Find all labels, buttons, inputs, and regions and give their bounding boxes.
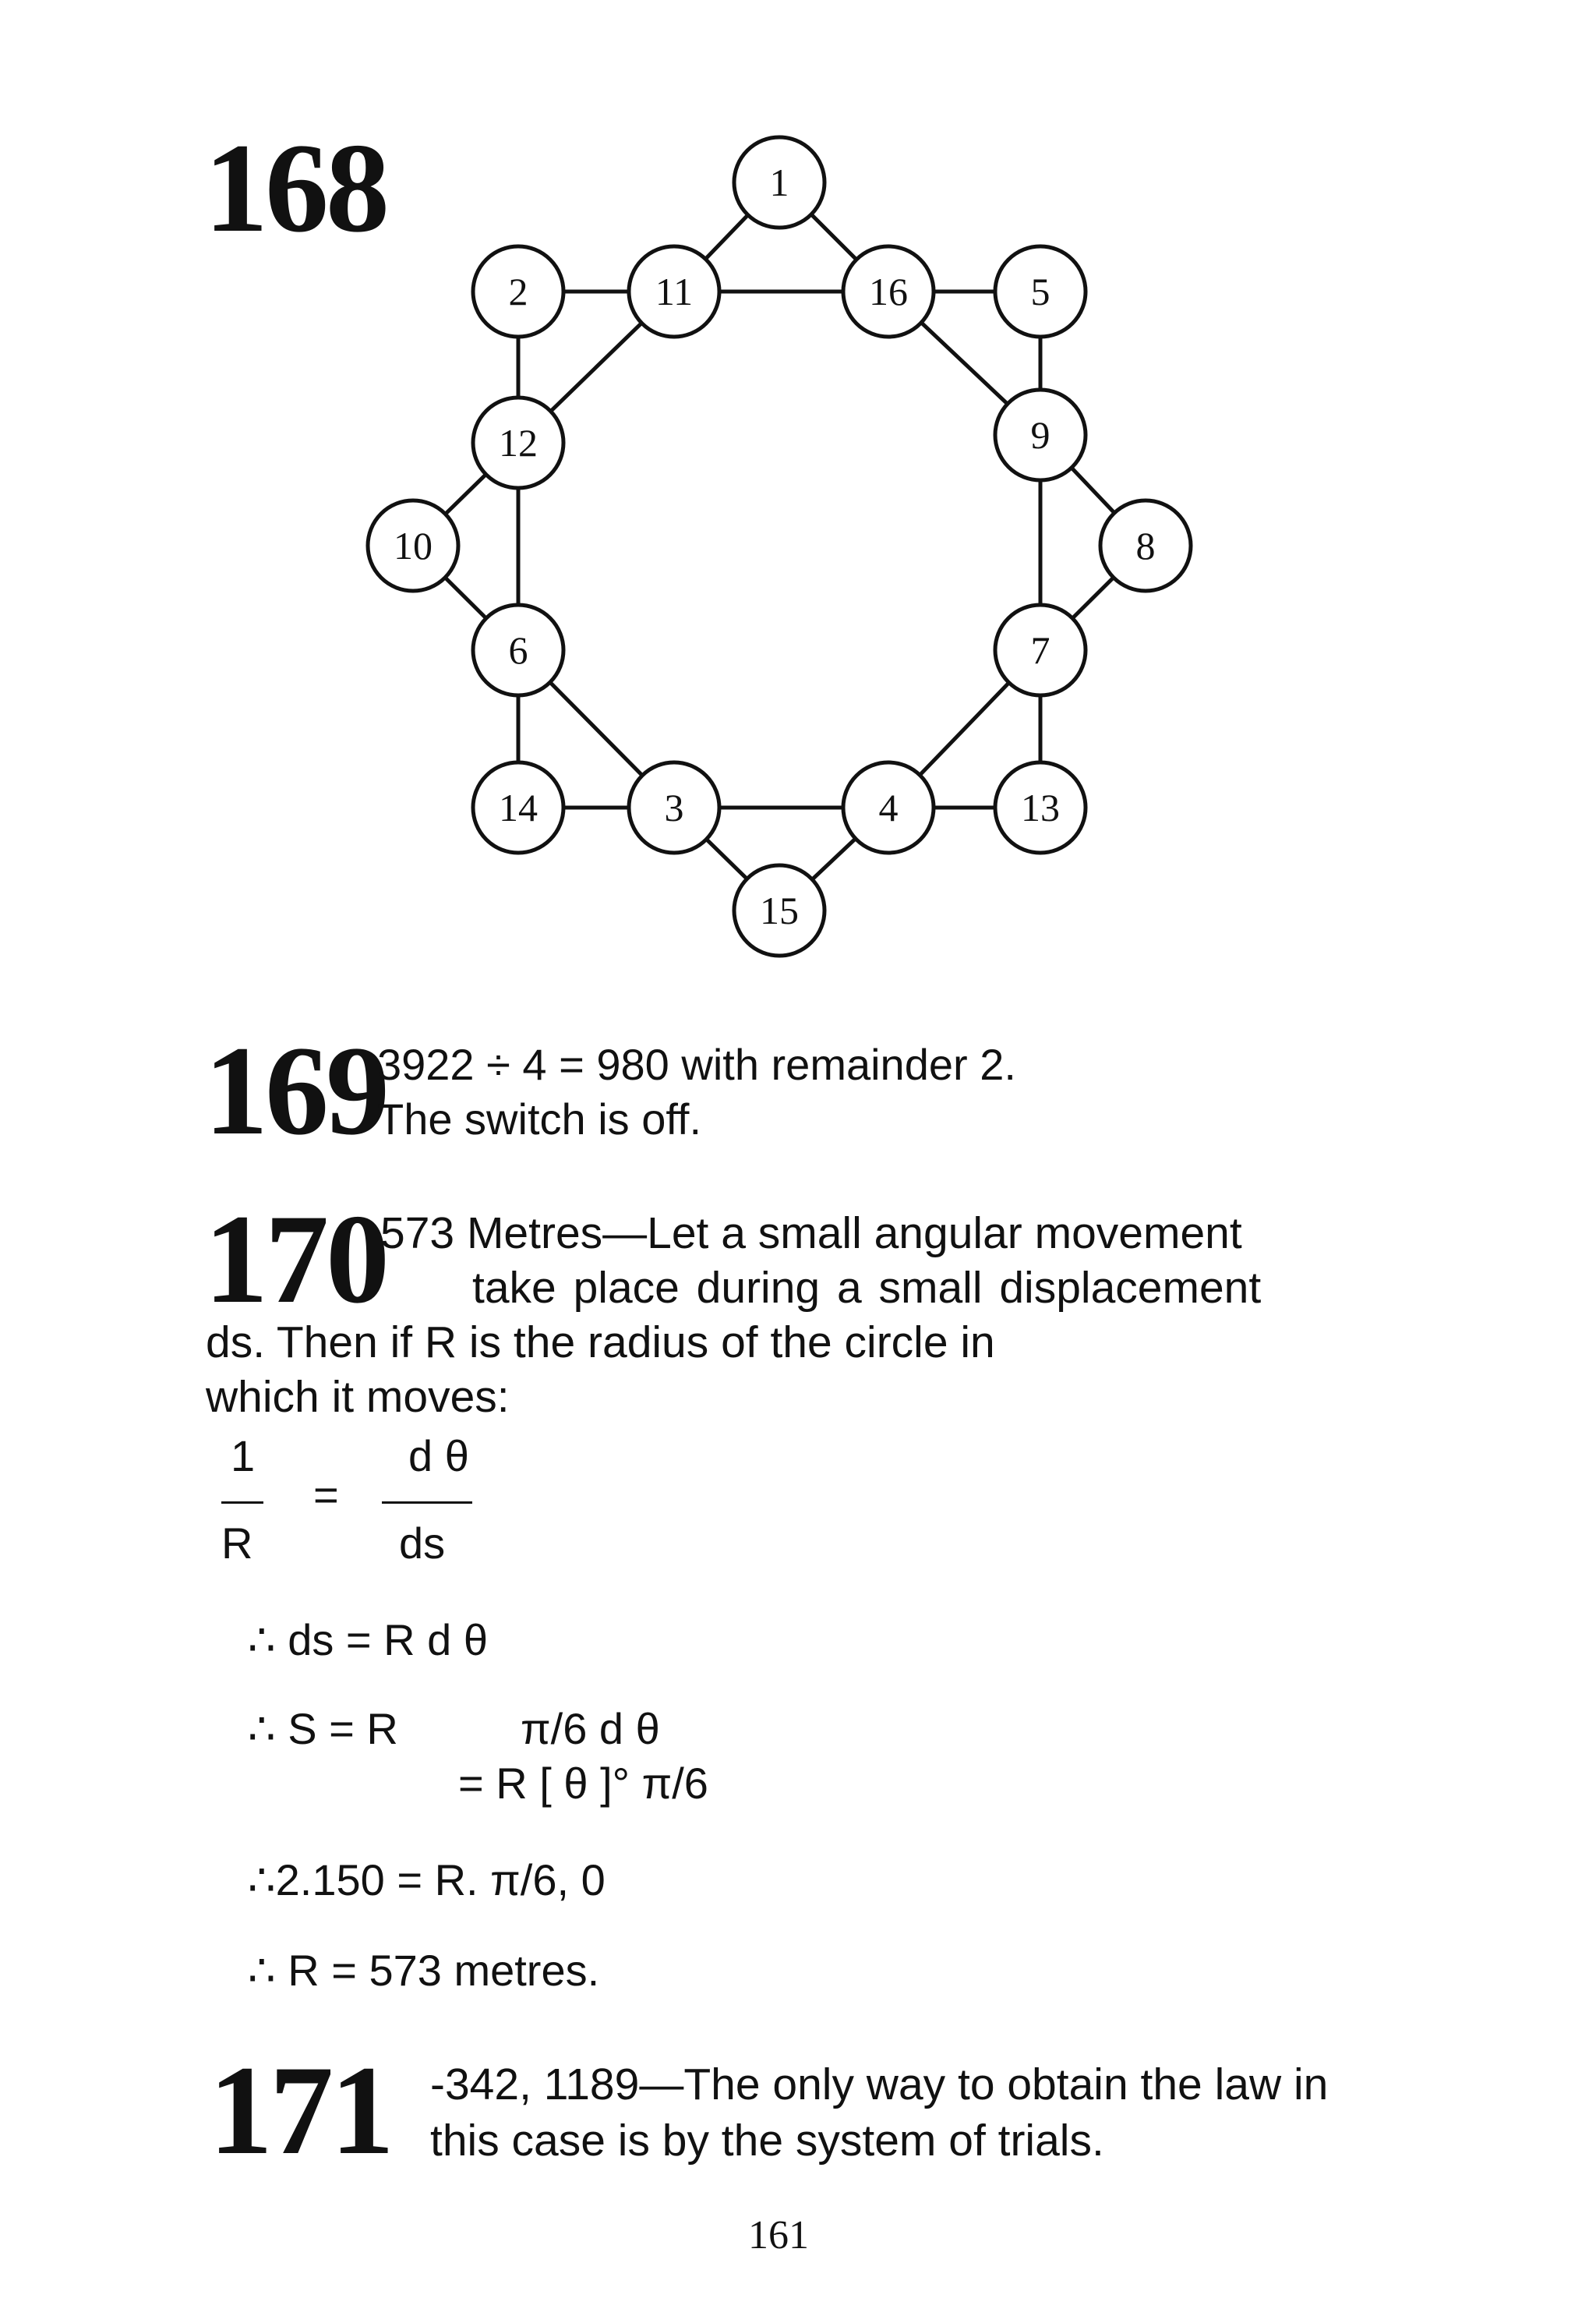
graph-node-1 [734,137,824,228]
equation-substitution: ∴2.150 = R. π/6, 0 [248,1855,606,1904]
graph-node-label: 4 [878,786,899,829]
problem-number-171: 171 [209,2040,391,2181]
problem-170-line-1: 573 Metres—Let a small angular movement [380,1208,1242,1258]
graph-node-label: 9 [1030,413,1050,457]
graph-node-label: 5 [1030,270,1050,313]
graph-node-12 [473,398,563,488]
fraction-2-bar [382,1501,472,1504]
graph-node-13 [995,762,1086,853]
graph-node-label: 16 [869,270,908,313]
equation-s-integrand: π/6 d θ [521,1704,660,1753]
fraction-1-bar [221,1501,263,1504]
equation-s-evaluated: = R [ θ ]° π/6 [458,1759,708,1808]
node-graph-diagram [0,0,1596,1006]
graph-node-label: 7 [1030,628,1050,672]
graph-node-7 [995,605,1086,695]
problem-171-line-1: -342, 1189—The only way to obtain the law in [430,2060,1329,2109]
page-number: 161 [748,2213,809,2258]
graph-node-2 [473,246,563,337]
graph-node-6 [473,605,563,695]
fraction-2-denominator: ds [399,1519,446,1568]
graph-node-15 [734,865,824,956]
graph-node-label: 1 [769,161,789,204]
problem-170-line-2: take place during a small displacement [472,1263,1262,1313]
problem-169-line-1: 3922 ÷ 4 = 980 with remainder 2. [377,1040,1016,1089]
graph-node-label: 2 [508,270,528,313]
problem-170-line-3: ds. Then if R is the radius of the circle in [206,1317,995,1367]
graph-node-label: 3 [664,786,684,829]
fraction-1-numerator: 1 [231,1431,256,1480]
fraction-2-numerator: d θ [408,1431,469,1480]
graph-node-label: 13 [1021,786,1060,829]
graph-node-10 [368,500,458,591]
graph-node-label: 6 [508,628,528,672]
equation-s-left: ∴ S = R [248,1704,398,1753]
graph-node-16 [843,246,934,337]
graph-node-5 [995,246,1086,337]
problem-number-170: 170 [204,1189,387,1330]
graph-node-11 [629,246,719,337]
problem-number-169: 169 [204,1020,387,1162]
graph-node-label: 14 [499,786,538,829]
graph-node-label: 10 [394,524,433,567]
problem-169-line-2: The switch is off. [377,1094,702,1144]
graph-node-4 [843,762,934,853]
equation-result: ∴ R = 573 metres. [248,1946,600,1995]
graph-node-label: 12 [499,421,538,465]
equation-ds: ∴ ds = R d θ [248,1615,488,1664]
fraction-equals-sign: = [313,1470,339,1519]
problem-170-line-4: which it moves: [206,1372,510,1422]
problem-number-168: 168 [204,118,387,259]
fraction-1-denominator: R [221,1519,253,1568]
graph-node-label: 11 [655,270,694,313]
graph-node-14 [473,762,563,853]
graph-node-8 [1100,500,1191,591]
graph-node-label: 15 [760,889,799,932]
graph-node-label: 8 [1135,524,1156,567]
graph-node-9 [995,390,1086,480]
problem-171-line-2: this case is by the system of trials. [430,2116,1104,2166]
graph-node-3 [629,762,719,853]
